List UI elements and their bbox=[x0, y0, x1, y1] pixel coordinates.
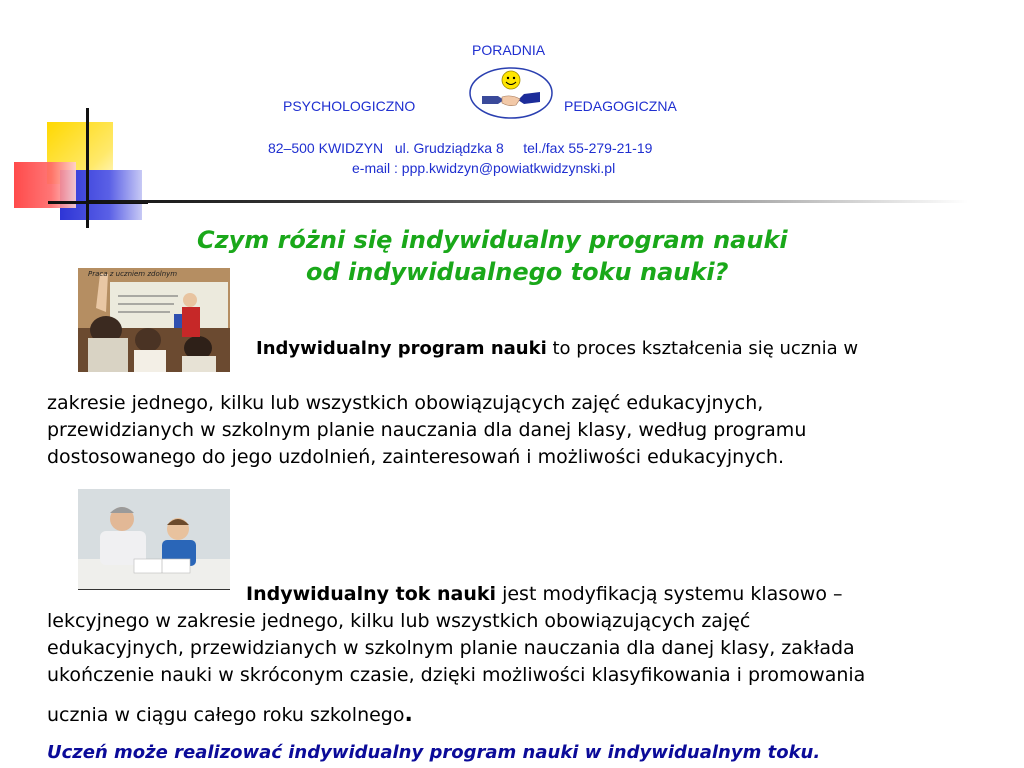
handshake-smiley-logo-icon bbox=[468, 66, 554, 120]
section2-line2: lekcyjnego w zakresie jednego, kilku lub wszystkich obowiązujących zajęć bbox=[47, 610, 751, 632]
section2-line4: ukończenie nauki w skróconym czasie, dzięki możliwości klasyfikowania i promowania bbox=[47, 664, 866, 686]
tutoring-photo bbox=[78, 489, 230, 589]
section1-first-line-rest: to proces kształcenia się ucznia w bbox=[546, 338, 859, 359]
header-email: e-mail : ppp.kwidzyn@powiatkwidzynski.pl bbox=[352, 160, 616, 176]
section1-first-line bbox=[256, 335, 858, 362]
final-note: Uczeń może realizować indywidualny program nauki w indywidualnym toku. bbox=[47, 742, 821, 763]
classroom-photo bbox=[78, 268, 230, 372]
page-title-line2: od indywidualnego toku nauki? bbox=[306, 258, 729, 286]
header-pedagogiczna: PEDAGOGICZNA bbox=[564, 98, 677, 114]
header-line-poradnia: PORADNIA bbox=[472, 42, 546, 58]
section2-line5-end: . bbox=[404, 702, 413, 727]
header-address: 82–500 KWIDZYN ul. Grudziądzka 8 tel./fax 55-279-21-19 bbox=[268, 140, 653, 156]
decorative-squares bbox=[0, 100, 150, 230]
header-divider bbox=[88, 200, 968, 203]
section1-term: Indywidualny program nauki bbox=[256, 338, 547, 359]
header-psychologiczno: PSYCHOLOGICZNO bbox=[283, 98, 416, 114]
classroom-photo-caption: Praca z uczniem zdolnym bbox=[88, 270, 178, 278]
tutoring-photo-underline bbox=[78, 589, 230, 590]
section1-paragraph: zakresie jednego, kilku lub wszystkich obowiązujących zajęć edukacyjnych, przewidzianych w szkolnym planie nauczania dla danej klasy, według programu dostosowanego do jego uzdolnień, zainteresowań i możliwości edukacyjnych. bbox=[47, 392, 807, 468]
section2-term: Indywidualny tok nauki bbox=[246, 583, 497, 605]
section2-line5 bbox=[47, 701, 413, 729]
section2-line5-text: ucznia w ciągu całego roku szkolnego bbox=[47, 704, 405, 726]
page-title-line1: Czym różni się indywidualny program nauki bbox=[197, 226, 788, 254]
section2-line3: edukacyjnych, przewidzianych w szkolnym planie nauczania dla danej klasy, zakłada bbox=[47, 637, 855, 659]
section2-first-line bbox=[246, 581, 843, 608]
section2-first-line-rest: jest modyfikacją systemu klasowo – bbox=[496, 583, 843, 605]
vertical-line bbox=[86, 108, 89, 228]
